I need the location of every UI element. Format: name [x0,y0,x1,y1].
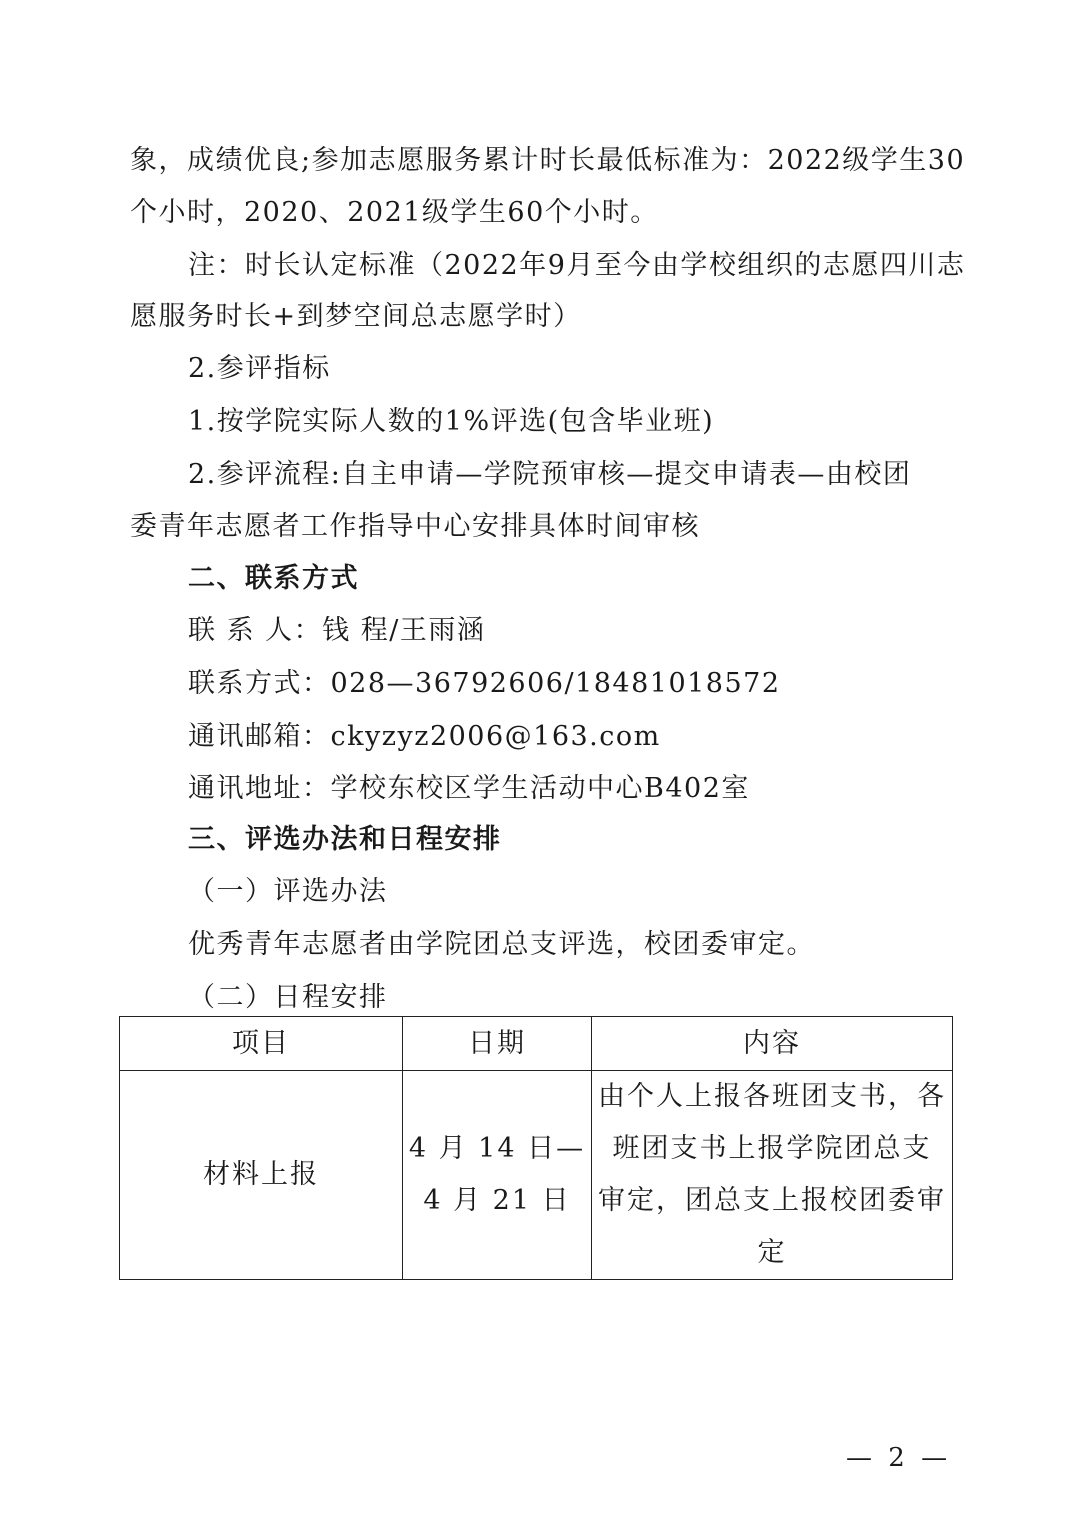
note-line: 注：时长认定标准（2022年9月至今由学校组织的志愿四川志 [188,250,966,281]
table-header-row [120,1017,953,1071]
criteria-item: 1.按学院实际人数的1%评选(包含毕业班) [188,406,715,437]
contact-address: 通讯地址：学校东校区学生活动中心B402室 [188,773,750,804]
content-line: 班团支书上报学院团总支 [612,1133,932,1164]
date-line: 4 月 14 日— [408,1133,586,1164]
cell-content [592,1071,953,1280]
schedule-table [119,1016,953,1280]
section-heading-selection: 三、评选办法和日程安排 [188,824,502,855]
date-line: 4 月 21 日 [423,1185,571,1216]
subheading-criteria: 2.参评指标 [188,353,331,384]
contact-email: 通讯邮箱：ckyzyz2006@163.com [188,721,661,752]
header-item: 项目 [120,1017,403,1071]
subheading-schedule: （二）日程安排 [188,982,388,1013]
paragraph-line: 个小时，2020、2021级学生60个小时。 [130,197,659,228]
section-heading-contact: 二、联系方式 [188,563,359,594]
content-line: 审定，团总支上报校团委审 [598,1185,946,1216]
method-text: 优秀青年志愿者由学院团总支评选，校团委审定。 [188,929,815,960]
contact-phone: 联系方式：028—36792606/18481018572 [188,668,781,699]
process-line: 委青年志愿者工作指导中心安排具体时间审核 [130,511,700,542]
table-row [120,1071,953,1280]
contact-person: 联 系 人：钱 程/王雨涵 [188,615,486,646]
cell-item: 材料上报 [120,1071,403,1280]
subheading-method: （一）评选办法 [188,876,388,907]
content-line: 由个人上报各班团支书，各 [598,1081,946,1112]
header-content: 内容 [592,1017,953,1071]
note-line: 愿服务时长+到梦空间总志愿学时） [130,301,582,332]
content-line: 定 [757,1237,787,1268]
page-number: — 2 — [846,1443,952,1473]
cell-date [403,1071,592,1280]
paragraph-line: 象，成绩优良;参加志愿服务累计时长最低标准为：2022级学生30 [130,145,966,176]
process-line: 2.参评流程:自主申请—学院预审核—提交申请表—由校团 [188,459,912,490]
header-date: 日期 [403,1017,592,1071]
